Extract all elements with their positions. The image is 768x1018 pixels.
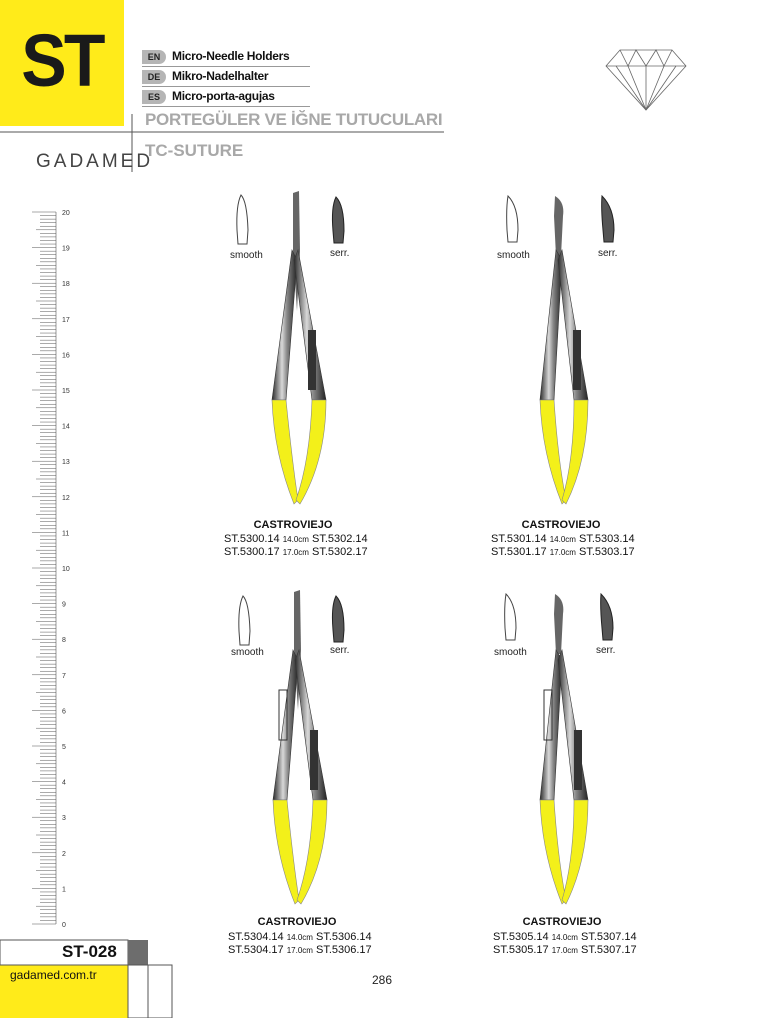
- product-size: 14.0cm: [549, 535, 576, 544]
- tip-label-serr: serr.: [330, 645, 350, 656]
- product-code: ST.5304.14: [228, 931, 284, 943]
- section-code: ST: [21, 19, 103, 102]
- lang-tag: EN: [142, 50, 166, 64]
- ruler-label: 20: [62, 210, 70, 217]
- product-size: 17.0cm: [549, 548, 576, 557]
- lang-tag: ES: [142, 90, 166, 104]
- brand-logo: GADAMED: [36, 151, 154, 172]
- product-code: ST.5307.17: [581, 944, 637, 956]
- product-name: CASTROVIEJO: [253, 519, 333, 531]
- lang-text: Micro-Needle Holders: [172, 49, 290, 63]
- page-code: ST-028: [62, 942, 117, 961]
- product-size: 14.0cm: [282, 535, 309, 544]
- product-code: ST.5305.17: [493, 944, 549, 956]
- lang-text: Micro-porta-agujas: [172, 89, 275, 103]
- product-name: CASTROVIEJO: [521, 519, 601, 531]
- ruler-label: 8: [62, 637, 66, 645]
- ruler-label: 6: [62, 708, 66, 716]
- product-code: ST.5301.17: [491, 546, 547, 558]
- ruler-label: 17: [62, 316, 70, 324]
- product-name: CASTROVIEJO: [257, 916, 337, 928]
- tip-label-serr: serr.: [330, 248, 350, 259]
- product-size: 17.0cm: [286, 946, 313, 955]
- product-code: ST.5302.14: [312, 533, 368, 545]
- product-code: ST.5301.14: [491, 533, 547, 545]
- ruler-label: 16: [62, 352, 70, 360]
- tip-label-serr: serr.: [596, 645, 616, 656]
- tip-label-smooth: smooth: [494, 647, 527, 658]
- tip-label-smooth: smooth: [497, 250, 530, 261]
- tip-label-serr: serr.: [598, 248, 618, 259]
- product-code: ST.5300.17: [224, 546, 280, 558]
- ruler-label: 13: [62, 459, 70, 467]
- ruler-label: 3: [62, 815, 66, 823]
- product-code: ST.5305.14: [493, 931, 549, 943]
- product-size: 17.0cm: [551, 946, 578, 955]
- page-number: 286: [372, 973, 393, 987]
- ruler-label: 11: [62, 530, 70, 538]
- product-name: CASTROVIEJO: [522, 916, 602, 928]
- lang-text: Mikro-Nadelhalter: [172, 69, 269, 83]
- ruler-label: 5: [62, 744, 66, 751]
- tip-label-smooth: smooth: [231, 647, 264, 658]
- ruler-label: 19: [62, 245, 70, 253]
- ruler-label: 0: [62, 922, 66, 929]
- product-size: 17.0cm: [282, 548, 309, 557]
- product-code: ST.5303.17: [579, 546, 635, 558]
- website-link[interactable]: gadamed.com.tr: [10, 968, 97, 982]
- ruler-label: 1: [62, 886, 66, 894]
- ruler-label: 14: [62, 423, 70, 431]
- ruler-label: 18: [62, 281, 70, 289]
- ruler-label: 4: [62, 779, 66, 787]
- page-subtitle: TC-SUTURE: [145, 141, 244, 160]
- ruler-label: 12: [62, 494, 70, 502]
- ruler-label: 2: [62, 850, 66, 858]
- ruler-label: 9: [62, 601, 66, 609]
- product-code: ST.5303.14: [579, 533, 635, 545]
- product-code: ST.5307.14: [581, 931, 637, 943]
- product-size: 14.0cm: [286, 933, 313, 942]
- tip-label-smooth: smooth: [230, 250, 263, 261]
- page-title: PORTEGÜLER VE İĞNE TUTUCULARI: [145, 110, 443, 129]
- lang-tag: DE: [142, 70, 166, 84]
- product-size: 14.0cm: [551, 933, 578, 942]
- product-code: ST.5304.17: [228, 944, 284, 956]
- product-code: ST.5300.14: [224, 533, 280, 545]
- ruler-label: 15: [62, 388, 70, 395]
- product-code: ST.5306.17: [316, 944, 372, 956]
- product-code: ST.5306.14: [316, 931, 372, 943]
- product-code: ST.5302.17: [312, 546, 368, 558]
- ruler-label: 10: [62, 566, 70, 573]
- ruler-label: 7: [62, 672, 66, 680]
